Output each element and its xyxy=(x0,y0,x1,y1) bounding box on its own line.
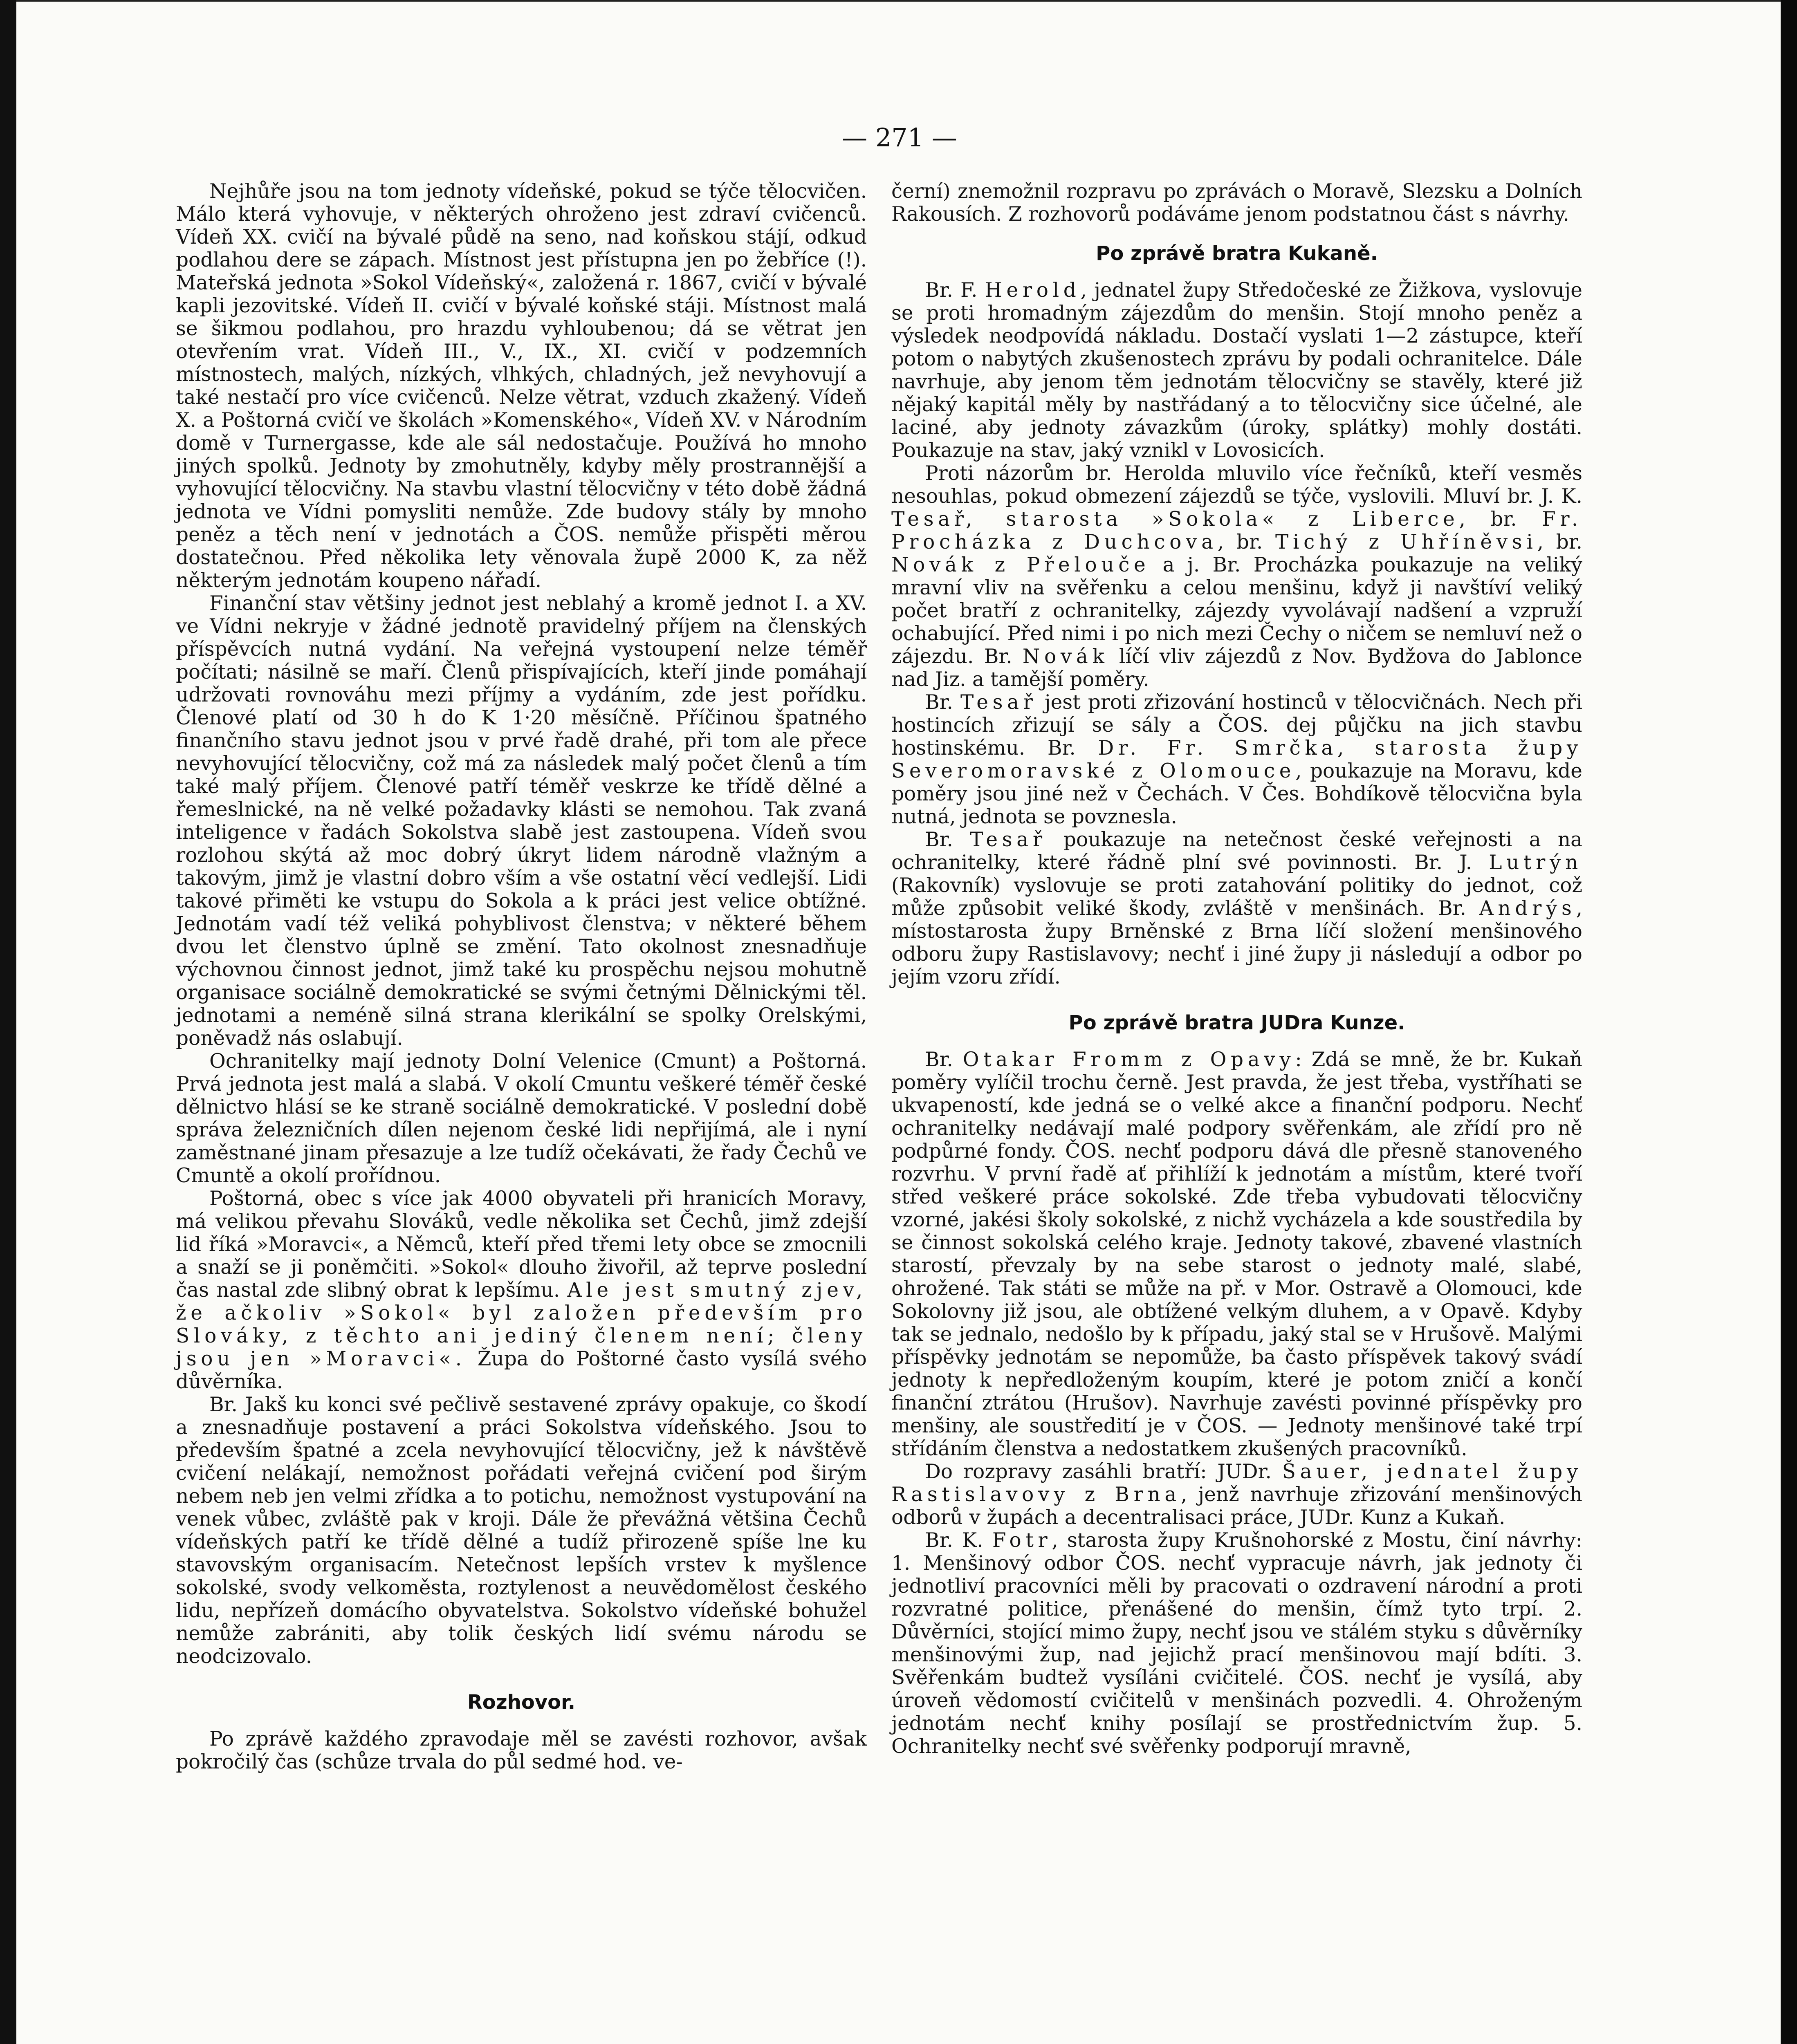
emphasis-text: Ale jest smutný zjev, že ačkoliv »Sokol« byl založen především pro Slováky, z těchto ani jediný členem není; členy jsou jen »Moravci«. xyxy=(176,1279,867,1370)
paragraph-financni-stav: Finanční stav většiny jednot jest neblahý a kromě jednot I. a XV. ve Vídni nekryje v žádné jednotě pravidelný příjem na členských příspěvcích nutná vydání. Na veřejná vystoupení nelze téměř počítati; násilně se maří. Členů přispívajících, kteří jinde pomáhají udržovati rovnováhu mezi příjmy a vydáním, zde jest pořídku. Členové platí od 30 h do K 1·20 měsíčně. Příčinou špatného finančního stavu jednot jsou v prvé řadě drahé, při tom ale přece nevyhovující tělocvičny, což má za následek malý počet členů a tím také malý příjem. Členové patří téměř veskrze ke třídě dělné a řemeslnické, na ně velké požadavky klásti se nemohou. Tak zvaná inteligence v řadách Sokolstva slabě jest zastoupena. Vídeň svou rozlohou skýtá až moc dobrý úkryt lidem národně vlažným a takovým, jimž je vlastní dobro vším a vše ostatní věcí vedlejší. Lidi takové přiměti ke vstupu do Sokola a k práci jest velice obtížné. Jednotám vadí též veliká pohyblivost členstva; v některé během dvou let členstvo úplně se změní. Tato okolnost znesnadňuje výchovnou činnost jednot, jimž také ku prospěchu nejsou mohutně organisace sociálně demokratické se svými četnými Dělnickými těl. jednotami a neméně silná strana klerikální se spolky Orelskými, poněvadž nás oslabují. xyxy=(176,592,867,1050)
speaker-name: Novák xyxy=(1022,645,1109,668)
text-run: líčí vliv zájezdů z Nov. Bydžova do Jablonce nad Jiz. a tamější poměry. xyxy=(891,645,1582,691)
paragraph-tesar-hostince xyxy=(891,691,1582,828)
text-run: jest proti zřizování hostinců v tělocvičnách. Nech při hostincích zřizují se sály a ČOS. dej půjčku na jich stavbu hostinskému. Br. xyxy=(891,691,1582,760)
paragraph-telocvicny: Nejhůře jsou na tom jednoty vídeňské, pokud se týče tělocvičen. Málo která vyhovuje, v některých ohroženo jest zdraví cvičenců. Vídeň XX. cvičí na bývalé půdě na seno, nad koňskou stájí, odkud podlahou dere se zápach. Místnost jest přístupna jen po žebříce (!). Mateřská jednota »Sokol Vídeňský«, založená r. 1867, cvičí v bývalé kapli jezovitské. Vídeň II. cvičí v bývalé koňské stáji. Místnost malá se šikmou podlahou, pro hrazdu vyhloubenou; dá se větrat jen otevřením vrat. Vídeň III., V., IX., XI. cvičí v podzemních místnostech, malých, nízkých, vlhkých, chladných, jež nevyhovují a také nestačí pro více cvičenců. Nelze větrat, vzduch zkažený. Vídeň X. a Poštorná cvičí ve školách »Komenského«, Vídeň XV. v Národním domě v Turnergasse, kde ale sál nedostačuje. Používá ho mnoho jiných spolků. Jednoty by zmohutněly, kdyby měly prostrannější a vyhovující tělocvičny. Na stavbu vlastní tělocvičny v této době žádná jednota ve Vídni pomysliti nemůže. Zde budovy stály by mnoho peněz a těch není v jednotách a ČOS. nemůže přispěti měrou dostatečnou. Před několika lety věnovala župě 2000 K, za něž některým jednotám koupeno nářadí. xyxy=(176,180,867,592)
scan-edge xyxy=(1781,0,1797,2044)
speaker-name: Dr. Fr. Smrčka, starosta župy Severomoravské z Olomouce xyxy=(891,737,1583,782)
paragraph-rozhovor: Po zprávě každého zpravodaje měl se zavésti rozhovor, avšak pokročilý čas (schůze trvala do půl sedmé hod. ve- xyxy=(176,1728,867,1773)
paragraph-fotr xyxy=(891,1529,1582,1758)
text-run: , br. xyxy=(1217,531,1275,554)
left-column xyxy=(176,180,867,1773)
paragraph-sauer xyxy=(891,1460,1582,1529)
text-run: Br. xyxy=(925,691,960,714)
text-run: Br. xyxy=(925,1048,963,1071)
text-run: poukazuje na netečnost české veřejnosti a na ochranitelky, které řádně plní své povinnosti. Br. J. xyxy=(891,828,1582,874)
text-run: Br. F. xyxy=(925,279,985,302)
paragraph-postorna xyxy=(176,1187,867,1393)
speaker-name: Fr. Procházka z Duchcova xyxy=(891,508,1583,554)
heading-kukan: Po zprávě bratra Kukaně. xyxy=(1096,242,1378,265)
text-run: a j. Br. Procházka poukazuje na veliký mravní vliv na svěřenku a celou menšinu, když ji navštíví veliký počet bratří z ochranitelky, zájezdy vyvolávají nadšení a vzpruží ochabující. Před nimi i po nich mezi Čechy o ničem se nemluví než o zájezdu. Br. xyxy=(891,554,1582,668)
paragraph-jaks: Br. Jakš ku konci své pečlivě sestavené zprávy opakuje, co škodí a znesnadňuje postavení a práci Sokolstva vídeňského. Jsou to především špatné a zcela nevyhovující tělocvičny, jež k návštěvě cvičení nelákají, nemožnost pořádati veřejná cvičení pod širým nebem neb jen velmi zřídka a to potichu, nemožnost vystupování na venek vůbec, zvláště pak v kroji. Dále že převážná většina Čechů vídeňských patří ke třídě dělné a tudíž přirozeně spíše lne ku stavovským organisacím. Netečnost lepších vrstev k myšlence sokolské, svody velkoměsta, roztylenost a neuvědomělost českého lidu, nepřízeň domácího obyvatelstva. Sokolstvo vídeňské bohužel nemůže zabrániti, aby tolik českých lidí svému národu se neodcizovalo. xyxy=(176,1393,867,1668)
speaker-name: Novák z Přelouče xyxy=(891,554,1150,576)
speaker-name: Fotr xyxy=(992,1529,1052,1552)
text-run: Br. K. xyxy=(925,1529,992,1552)
text-run: Do rozpravy zasáhli bratří: JUDr. xyxy=(925,1460,1282,1483)
paragraph-proti-nazorum xyxy=(891,462,1582,691)
speaker-name: Tesař xyxy=(970,828,1047,851)
text-run: , starosta župy Krušnohorské z Mostu, činí návrhy: 1. Menšinový odbor ČOS. nechť vypracuje návrh, jak jednoty či jednotliví pracovníci měli by pracovati o ozdravení národní a proti rozvratné politice, přenášené do menšin, čímž tyto trpí. 2. Důvěrníci, stojící mimo župy, nechť jsou ve stálém styku s důvěrníky menšinovými žup, nad jejichž prací menšinovou mají bdíti. 3. Svěřenkám budtež vysíláni cvičitelé. ČOS. nechť je vysílá, aby úroveň vědomostí cvičitelů v menšinách pozvedli. 4. Ohroženým jednotám nechť knihy posílají se prostřednictvím žup. 5. Ochranitelky nechť své svěřenky podporují mravně, xyxy=(891,1529,1582,1758)
text-run: : Zdá se mně, že br. Kukaň poměry vylíčil trochu černě. Jest pravda, že jest třeba, vystříhati se ukvapeností, kde jedná se o velké akce a finanční podporu. Nechť ochranitelky nedávají malé podpory svěřenkám, ale zřídí pro ně podpůrné fondy. ČOS. nechť podporu dává dle přesně stanoveného rozvrhu. V první řadě ať přihlíží k jednotám a místům, které tvoří střed veškeré práce sokolské. Zde třeba vybudovati tělocvičny vzorné, jakési školy sokolské, z nichž vycházela a kde soustředila by se činnost sokolská celého kraje. Jednoty takové, zbavené vlastních starostí, převzaly by na sebe starost o jednoty malé, slabé, ohrožené. Tak státi se může na př. v Mor. Ostravě a Olomouci, kde Sokolovny již jsou, ale obtížené velkým dluhem, a v Opavě. Kdyby tak se jednalo, nedošlo by k případu, jaký stal se v Hrušově. Malými příspěvky jednotám se nepomůže, ba často příspěvek takový svádí jednoty k nepředloženým koupím, které je potom zničí a končí finanční ztrátou (Hrušov). Navrhuje zavésti povinné příspěvky pro menšiny, ale soustředití je v ČOS. — Jednoty menšinové také trpí střídáním členstva a nedostatkem zkušených pracovníků. xyxy=(891,1048,1582,1460)
text-run: Poštorná, obec s více jak 4000 obyvateli při hranicích Moravy, má velikou převahu Slováků, vedle několika set Čechů, jimž zdejší lid říká »Moravci«, a Němců, kteří před třemi lety obce se zmocnili a snaží se ji poněmčiti. »Sokol« dlouho živořil, až teprve poslední čas nastal zde slibný obrat k lepšímu. xyxy=(176,1187,867,1302)
speaker-name: Andrýs xyxy=(1479,897,1576,920)
text-run: Br. xyxy=(925,828,970,851)
speaker-name: Lutrýn xyxy=(1489,851,1582,874)
paragraph-tesar-netecnost xyxy=(891,828,1582,988)
top-edge-shadow xyxy=(16,0,1783,2)
heading-kunz: Po zprávě bratra JUDra Kunze. xyxy=(1068,1011,1405,1034)
speaker-name: Herold xyxy=(985,279,1081,302)
speaker-name: Tesař, starosta »Sokola« z Liberce xyxy=(891,508,1459,531)
speaker-name: Tesař xyxy=(960,691,1037,714)
heading-rozhovor: Rozhovor. xyxy=(467,1691,576,1714)
page xyxy=(16,0,1783,2044)
text-run: , br. xyxy=(1459,508,1542,531)
text-run: Župa do Poštorné často vysílá svého důvěrníka. xyxy=(176,1347,867,1393)
speaker-name: Tichý z Uhříněvsi xyxy=(1275,531,1537,554)
paragraph-fromm xyxy=(891,1048,1582,1460)
paragraph-continuation: černí) znemožnil rozpravu po zprávách o Moravě, Slezsku a Dolních Rakousích. Z rozhovorů podáváme jenom podstatnou část s návrhy. xyxy=(891,180,1582,226)
text-run: , místostarosta župy Brněnské z Brna líčí složení menšinového odboru župy Rastislavovy; nechť i jiné župy ji následují a odbor po jejím vzoru zřídí. xyxy=(891,897,1582,988)
text-run: , jenž navrhuje zřizování menšinových odborů v župách a decentralisaci práce, JUDr. Kunz a Kukaň. xyxy=(891,1483,1582,1529)
right-column xyxy=(891,180,1582,1758)
text-run: , jednatel župy Středočeské ze Žižkova, vyslovuje se proti hromadným zájezdům do menšin. Stojí mnoho peněz a výsledek neodpovídá nákladu. Dostačí vyslati 1—2 zástupce, kteří potom o nabytých zkušenostech zprávu by podali ochranitelce. Dále navrhuje, aby jenom těm jednotám tělocvičny se stavěly, které již nějaký kapitál měly by nastřádaný a to tělocvičny sice účelné, ale laciné, aby jednoty závazkům (úroky, splátky) mohly dostáti. Poukazuje na stav, jaký vznikl v Lovosicích. xyxy=(891,279,1582,462)
speaker-name: Otakar Fromm z Opavy xyxy=(962,1048,1295,1071)
paragraph-ochranitelky: Ochranitelky mají jednoty Dolní Velenice (Cmunt) a Poštorná. Prvá jednota jest malá a slabá. V okolí Cmuntu veškeré téměř české dělnictvo hlásí se ke straně sociálně demokratické. V poslední době správa železničních dílen nejenom české lidi nepřijímá, ale i nyní zaměstnané jinam přesazuje a lze tudíž očekávati, že řady Čechů ve Cmuntě a okolí prořídnou. xyxy=(176,1050,867,1187)
page-number: — 271 — xyxy=(842,123,957,152)
text-run: , br. xyxy=(1537,531,1583,554)
text-run: , poukazuje na Moravu, kde poměry jsou jiné než v Čechách. V Čes. Bohdíkově tělocvična byla nutná, jednota se povznesla. xyxy=(891,760,1583,828)
text-run: Proti názorům br. Herolda mluvilo více řečníků, kteří vesměs nesouhlas, pokud obmezení zájezdů se týče, vyslovili. Mluví br. J. K. xyxy=(891,462,1582,508)
speaker-name: Šauer, jednatel župy Rastislavovy z Brna xyxy=(891,1460,1582,1506)
paragraph-herold xyxy=(891,279,1582,462)
text-run: (Rakovník) vyslovuje se proti zatahování politiky do jednot, což může způsobit veliké škody, zvláště v menšinách. Br. xyxy=(891,874,1582,920)
